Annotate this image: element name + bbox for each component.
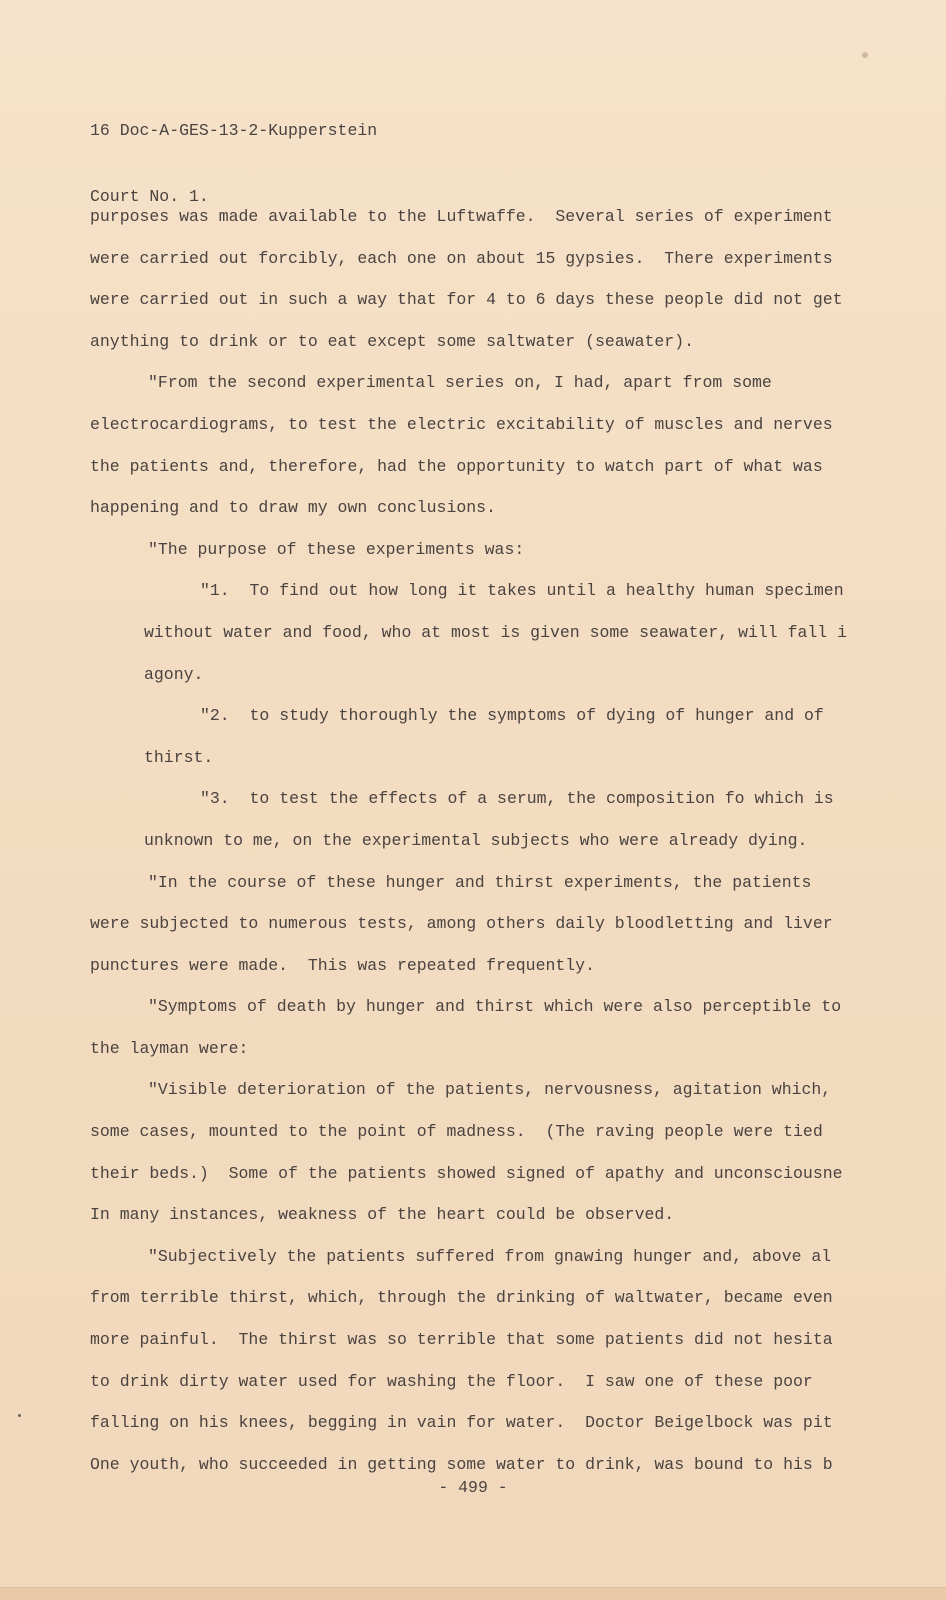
list-item-line: agony. [144, 664, 204, 684]
list-item-line: "2. to study thoroughly the symptoms of dying of hunger and of [200, 706, 824, 726]
list-item-line: without water and food, who at most is given some seawater, will fall i [144, 622, 848, 642]
text-line: to drink dirty water used for washing the floor. I saw one of these poor [90, 1371, 813, 1391]
text-line: "Subjectively the patients suffered from gnawing hunger and, above al [148, 1246, 832, 1266]
text-line: In many instances, weakness of the heart could be observed. [90, 1205, 675, 1225]
text-line: some cases, mounted to the point of madness. (The raving people were tied [90, 1122, 823, 1142]
text-line: were carried out in such a way that for 4 to 6 days these people did not get [90, 290, 843, 310]
document-reference: 16 Doc-A-GES-13-2-Kupperstein [90, 121, 378, 140]
list-item-line: "3. to test the effects of a serum, the composition fo which is [200, 789, 834, 809]
text-line: happening and to draw my own conclusions. [90, 498, 496, 518]
text-line: "Symptoms of death by hunger and thirst which were also perceptible to [148, 997, 842, 1017]
court-number: Court No. 1. [90, 187, 209, 206]
list-item-line: "1. To find out how long it takes until a healthy human specimen [200, 581, 844, 601]
list-item-line: unknown to me, on the experimental subjects who were already dying. [144, 830, 808, 850]
text-line: "In the course of these hunger and thirst experiments, the patients [148, 872, 812, 892]
text-line: "Visible deterioration of the patients, nervousness, agitation which, [148, 1080, 832, 1100]
paper-speck [862, 52, 868, 58]
page-bottom-edge [0, 1587, 946, 1600]
paper-speck [18, 1414, 21, 1417]
text-line: One youth, who succeeded in getting some water to drink, was bound to his b [90, 1454, 833, 1474]
text-line: purposes was made available to the Luftwaffe. Several series of experiment [90, 207, 833, 226]
text-line: punctures were made. This was repeated frequently. [90, 955, 595, 975]
text-line: "From the second experimental series on, I had, apart from some [148, 373, 772, 393]
text-line: the layman were: [90, 1038, 249, 1058]
text-line: more painful. The thirst was so terrible that some patients did not hesita [90, 1330, 833, 1350]
text-line: electrocardiograms, to test the electric excitability of muscles and nerves [90, 414, 833, 434]
page-number: - 499 - [438, 1478, 508, 1497]
text-line: were carried out forcibly, each one on about 15 gypsies. There experiments [90, 248, 833, 268]
list-item-line: thirst. [144, 747, 214, 767]
text-line: their beds.) Some of the patients showed signed of apathy and unconsciousne [90, 1163, 843, 1183]
document-body [90, 196, 868, 1485]
text-line: falling on his knees, begging in vain for water. Doctor Beigelbock was pit [90, 1413, 833, 1433]
text-line: from terrible thirst, which, through the drinking of waltwater, became even [90, 1288, 833, 1308]
text-line: the patients and, therefore, had the opportunity to watch part of what was [90, 456, 823, 476]
text-line: anything to drink or to eat except some saltwater (seawater). [90, 331, 694, 351]
text-line: "The purpose of these experiments was: [148, 539, 525, 559]
text-line: were subjected to numerous tests, among others daily bloodletting and liver [90, 914, 833, 934]
